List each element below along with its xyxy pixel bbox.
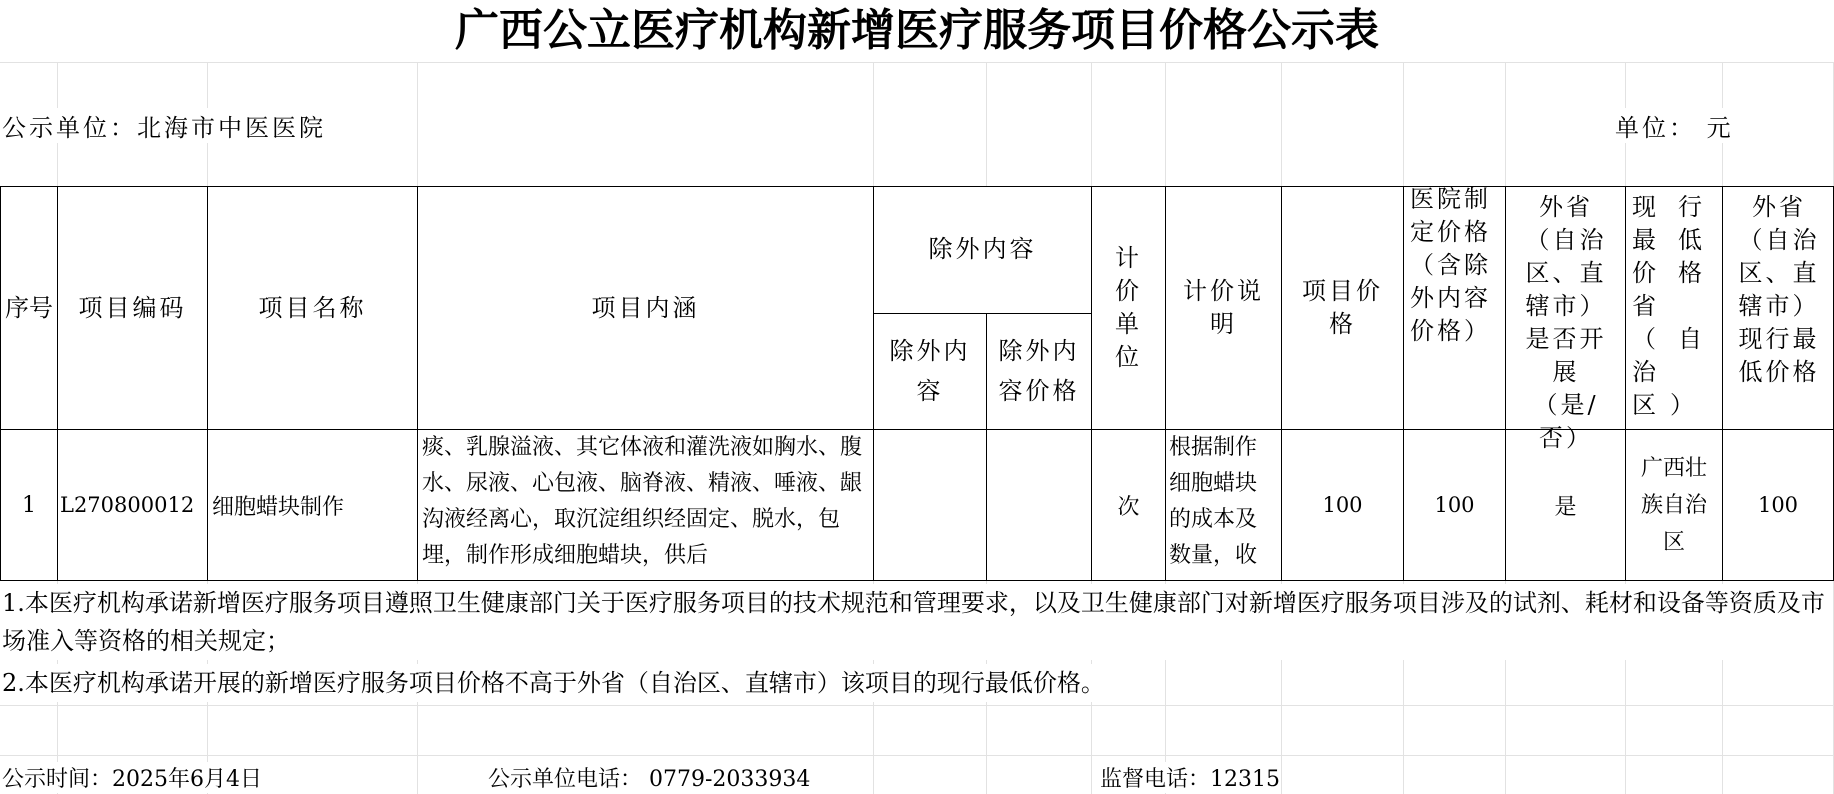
header-hospital-price-text: 医院制定价格（含除外内容价格）	[1410, 185, 1491, 345]
cell-content-text: 痰、乳腺溢液、其它体液和灌洗液如胸水、腹水、尿液、心包液、脑脊液、精液、唾液、龈沟液经离心，取沉淀组织经固定、脱水，包埋，制作形成细胞蜡块，供后	[422, 435, 863, 568]
header-other-province-started-text: 外省（自治区、直辖市）是否开展（是/否）	[1525, 193, 1607, 452]
header-content: 项目内涵	[418, 187, 874, 430]
header-code: 项目编码	[58, 187, 208, 430]
header-price	[1282, 187, 1404, 430]
cell-seq: 1	[1, 430, 58, 581]
cell-price: 100	[1282, 430, 1404, 581]
header-exclusion-content	[874, 313, 987, 429]
header-other-lowest-price-text: 外省（自治区、直辖市）现行最低价格	[1738, 193, 1820, 386]
header-pricing-unit	[1092, 187, 1166, 430]
supervision-phone: 监督电话：12315	[1100, 762, 1280, 793]
currency-unit-label: 单位： 元	[1615, 108, 1734, 143]
cell-content	[418, 430, 874, 581]
page-title: 广西公立医疗机构新增医疗服务项目价格公示表	[0, 0, 1834, 62]
cell-other-province-started: 是	[1506, 430, 1626, 581]
price-table	[0, 186, 1834, 581]
header-hospital-price	[1404, 187, 1506, 430]
header-seq: 序号	[1, 187, 58, 430]
header-exclusion-price	[987, 313, 1092, 429]
cell-hospital-price: 100	[1404, 430, 1506, 581]
cell-lowest-province	[1626, 430, 1723, 581]
cell-exclusion-price	[987, 430, 1092, 581]
unit-phone: 公示单位电话： 0779-2033934	[488, 762, 810, 793]
cell-pricing-note-text: 根据制作细胞蜡块的成本及数量，收	[1169, 435, 1258, 568]
cell-exclusion-content	[874, 430, 987, 581]
cell-pricing-note	[1166, 430, 1282, 581]
cell-other-lowest-price: 100	[1723, 430, 1834, 581]
note-2: 2.本医疗机构承诺开展的新增医疗服务项目价格不高于外省（自治区、直辖市）该项目的现行最低价格。	[0, 664, 1105, 702]
header-other-lowest-price	[1723, 187, 1834, 430]
cell-lowest-province-text: 广西壮族自治区	[1640, 455, 1707, 555]
cell-pricing-unit: 次	[1092, 430, 1166, 581]
header-lowest-province	[1626, 187, 1723, 430]
header-pricing-note	[1166, 187, 1282, 430]
header-exclusions-group: 除外内容	[874, 187, 1092, 314]
cell-code: L270800012	[58, 430, 208, 581]
publish-time: 公示时间：2025年6月4日	[2, 762, 262, 793]
header-lowest-province-text: 现行最低价格省（自治区）	[1632, 193, 1716, 419]
header-other-province-started	[1506, 187, 1626, 452]
note-1: 1.本医疗机构承诺新增医疗服务项目遵照卫生健康部门关于医疗服务项目的技术规范和管理要求，以及卫生健康部门对新增医疗服务项目涉及的试剂、耗材和设备等资质及市场准入等资格的相关规定；	[0, 584, 1828, 660]
header-price-text: 项目价格	[1302, 277, 1383, 338]
header-exclusion-price-text: 除外内容价格	[998, 337, 1080, 406]
header-name: 项目名称	[208, 187, 418, 430]
header-exclusion-content-text: 除外内容	[889, 337, 971, 406]
header-pricing-unit-text: 计价单位	[1115, 244, 1142, 371]
publishing-unit-label: 公示单位：北海市中医医院	[2, 108, 326, 143]
header-pricing-note-text: 计价说明	[1183, 277, 1264, 338]
cell-name: 细胞蜡块制作	[208, 430, 418, 581]
